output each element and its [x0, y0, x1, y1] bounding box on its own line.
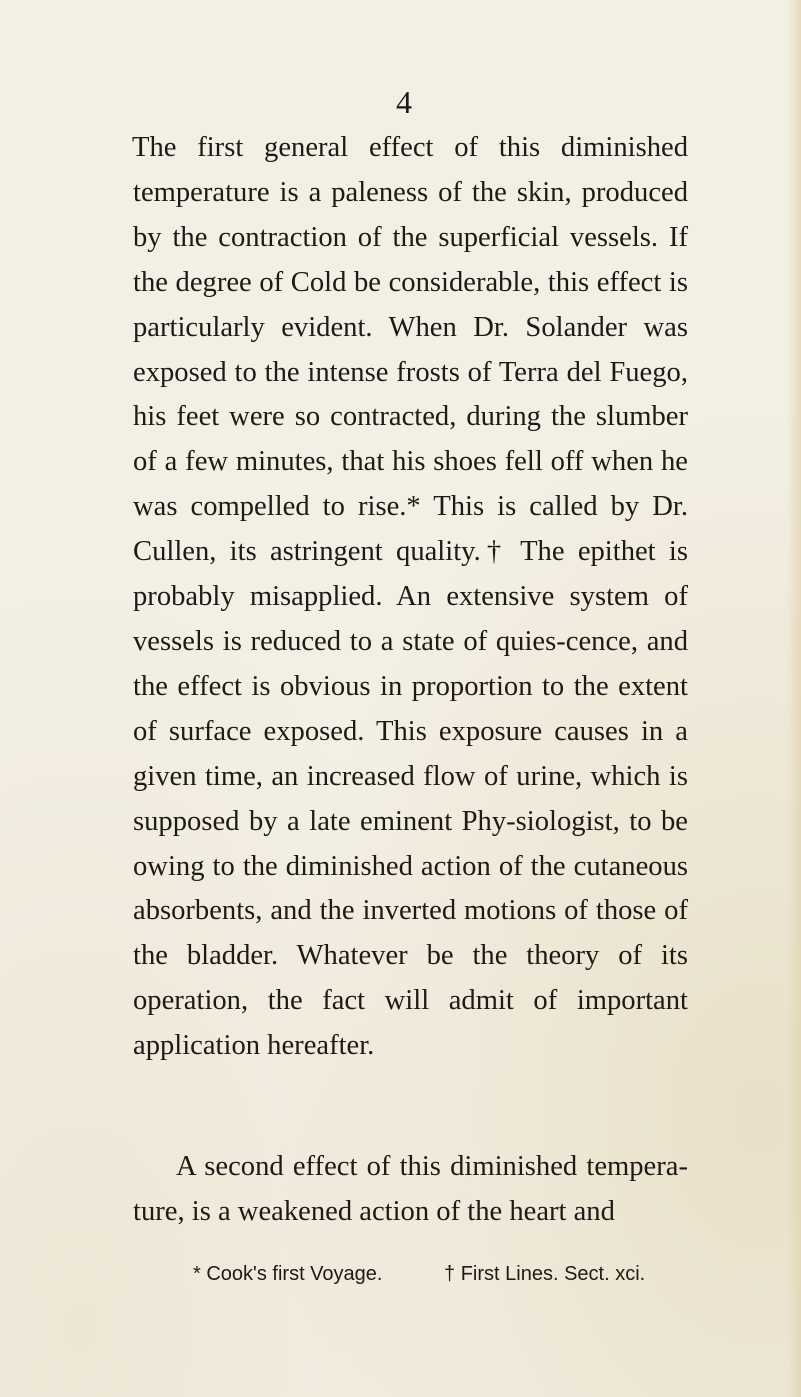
footnote-2: † First Lines. Sect. xci. — [444, 1263, 646, 1285]
footnote-1: * Cook's first Voyage. — [193, 1263, 383, 1285]
page-number: 4 — [396, 84, 412, 120]
paragraph-1: The first general effect of this diminished temperature is a paleness of the skin, produced by the contraction of the superficial vessels. If the degree of Cold be considerable, this effect is particularly evident. When Dr. Solander was exposed to the intense frosts of Terra del Fuego, his feet were so contracted, during the slumber of a few minutes, that his shoes fell off when he was compelled to rise.* This is called by Dr. Cullen, its astringent quality.† The epithet is probably misapplied. An extensive system of vessels is reduced to a state of quies-cence, and the effect is obvious in proportion to the extent of surface exposed. This exposure causes in a given time, an increased flow of urine, which is supposed by a late eminent Phy-siologist, to be owing to the diminished action of the cutaneous absorbents, and the inverted motions of those of the bladder. Whatever be the theory of its operation, the fact will admit of important application hereafter. — [132, 132, 688, 1062]
footnotes — [193, 1261, 693, 1287]
paragraph-2: A second effect of this diminished tempera-ture, is a weakened action of the heart and — [133, 1151, 688, 1227]
page-edge-shadow — [787, 0, 801, 1397]
